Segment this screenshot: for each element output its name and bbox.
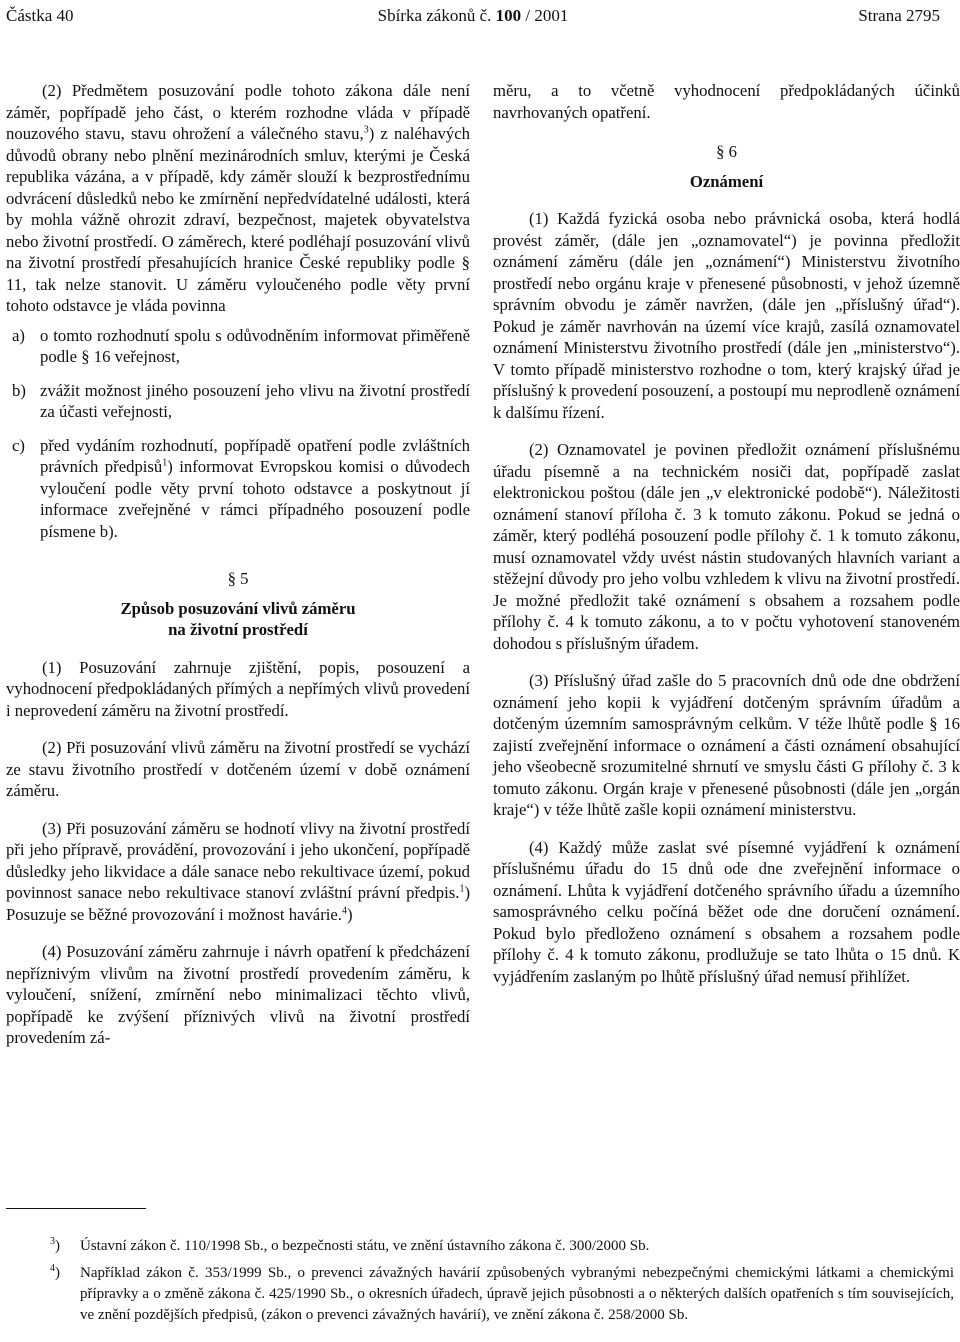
section-5-number: § 5 <box>227 569 249 588</box>
header-page-number: Strana 2795 <box>858 6 940 25</box>
paragraph-5-4-continued: měru, a to včetně vyhodnocení předpokládaných účinků navrhovaných opatření. <box>493 81 960 122</box>
footnote-4: $^4$) Například zákon č. 353/1999 Sb., o prevenci závažných havárií způsobených vybranými nebezpečnými chemickými látkami a chemickými přípravky a o změně zákona č. 425/1990 Sb., o okresních úřadech, úpravě jejich působnosti a o některých dalších opatřeních s tím souvisejících, ve znění pozdějších předpisů, (zákon o prevenci závažných havárií), ve znění zákona č. 258/2000 Sb. <box>50 1263 954 1323</box>
paragraph-4-2: (2) Předmětem posuzování podle tohoto zákona dále není záměr, popřípadě jeho část, o kterém rozhodne vláda v případě nouzového stavu, stavu ohrožení a válečného stavu,$^3$) z naléhavých důvodů obrany nebo plnění mezinárodních smluv, kterými je Česká republika vázána, a v případě, kdy záměr slouží k bezprostřednímu odvrácení důsledků nebo ke zmírnění nepředvídatelné události, která by mohla vážně ohrozit zdraví, bezpečnost, majetek obyvatelstva nebo životní prostředí. O záměrech, které podléhají posuzování vlivů na životní prostředí přesahujících hranice České republiky podle § 11, tak nelze stanovit. U záměru vyloučeného podle věty první tohoto odstavce je vláda povinna <box>6 81 470 315</box>
paragraph-6-2: (2) Oznamovatel je povinen předložit oznámení příslušnému úřadu písemně a na technickém nosiči dat, popřípadě zaslat elektronickou poštou (dále jen „v elektronické podobě“). Náležitosti oznámení stanoví příloha č. 3 k tomuto zákonu. Pokud se jedná o záměr, který podléhá posouzení podle přílohy č. 1 k tomuto zákonu, musí oznamovatel vždy uvést nástin studovaných hlavních variant a stěžejní důvody pro jeho volbu vzhledem k vlivu na životní prostředí. Je možné předložit také oznámení s obsahem a rozsahem podle přílohy č. 4 k tomuto zákonu, a to v počtu vyhotovení stanoveném dohodou s příslušným úřadem. <box>493 440 960 653</box>
section-5-title: Způsob posuzování vlivů záměru na životní prostředí <box>120 598 356 639</box>
paragraph-5-4: (4) Posuzování záměru zahrnuje i návrh opatření k předcházení nepříznivým vlivům na životní prostředí provedením záměru, k vyloučení, snížení, zmírnění nebo minimalizaci těchto vlivů, popřípadě ke zvýšení příznivých vlivů na životní prostředí provedením zá- <box>6 942 470 1047</box>
list-item-a: a) o tomto rozhodnutí spolu s odůvodněním informovat přiměřeně podle § 16 veřejnost, <box>12 325 470 366</box>
paragraph-6-4: (4) Každý může zaslat své písemné vyjádření k oznámení příslušnému úřadu do 15 dnů ode dne zveřejnění informace o oznámení. Lhůta k vyjádření dotčeného správního úřadu a územního samosprávného celku počíná běžet ode dne doručení oznámení. Pokud bylo předloženo oznámení s obsahem a rozsahem podle přílohy č. 4 k tomuto zákonu, prodlužuje se tato lhůta o 15 dnů. K vyjádřením zaslaným po lhůtě příslušný úřad nemusí přihlížet. <box>493 837 960 986</box>
list-item-c: c) před vydáním rozhodnutí, popřípadě opatření podle zvláštních právních předpisů$^1$) informovat Evropskou komisi o důvodech vyloučení podle věty první tohoto odstavce a poskytnout jí informace zveřejněné v rámci případného posouzení podle písmene b). <box>12 435 470 541</box>
header-collection-number: 100 <box>495 6 522 25</box>
footnotes <box>6 1236 954 1332</box>
footnote-ref-4: 4 <box>341 904 347 916</box>
paragraph-6-1: (1) Každá fyzická osoba nebo právnická osoba, která hodlá provést záměr, (dále jen „oznamovatel“) je povinna předložit oznámení záměru (dále jen „oznámení“) Ministerstvu životního prostředí nebo orgánu kraje v přenesené působnosti, v jehož územně správním obvodu je záměr navržen, (dále jen „příslušný úřad“). Pokud je záměr navrhován na území více krajů, zasílá oznamovatel oznámení Ministerstvu životního prostředí (dále jen „ministerstvo“). V tomto případě ministerstvo rozhodne o tom, který krajský úřad je příslušný k provedení posouzení, a postoupí mu neprodleně oznámení k dalšímu řízení. <box>493 209 960 422</box>
paragraph-5-3: (3) Při posuzování záměru se hodnotí vlivy na životní prostředí při jeho přípravě, provádění, provozování i jeho ukončení, popřípadě důsledky jeho likvidace a dále sanace nebo rekultivace území, pokud povinnost sanace nebo rekultivace stanoví zvláštní právní předpis.$^1$) Posuzuje se běžné provozování i možnost havárie.$^4$) <box>6 818 470 924</box>
footnote-3: $^3$) Ústavní zákon č. 110/1998 Sb., o bezpečnosti státu, ve znění ústavního zákona č. 300/2000 Sb. <box>50 1236 650 1254</box>
paragraph-5-1: (1) Posuzování zahrnuje zjištění, popis, posouzení a vyhodnocení předpokládaných přímých a nepřímých vlivů provedení i neprovedení záměru na životní prostředí. <box>6 657 470 720</box>
paragraph-5-2: (2) Při posuzování vlivů záměru na životní prostředí se vychází ze stavu životního prostředí v dotčeném území v době oznámení záměru. <box>6 738 470 800</box>
footnote-ref-1b: 1 <box>459 883 465 895</box>
left-column <box>6 80 470 1049</box>
footnote-ref-1: 1 <box>162 457 168 469</box>
footnote-ref-3: 3 <box>363 124 369 136</box>
page-header <box>6 4 940 28</box>
footnote-divider <box>6 1208 146 1209</box>
section-6-title: Oznámení <box>689 171 764 191</box>
header-part-number: Částka 40 <box>6 6 74 25</box>
right-column <box>493 80 960 987</box>
paragraph-6-3: (3) Příslušný úřad zašle do 5 pracovních dnů ode dne obdržení oznámení jeho kopii k vyjádření dotčeným správním úřadům a dotčeným územním samosprávným celkům. V téže lhůtě podle § 16 zajistí zveřejnění informace o oznámení a části oznámení obsahující jeho všeobecně srozumitelné shrnutí ve smyslu části G přílohy č. 3 k tomuto zákonu. Orgán kraje v přenesené působnosti (dále jen „orgán kraje“) v téže lhůtě zašle kopii oznámení ministerstvu. <box>493 671 960 819</box>
header-collection-title: Sbírka zákonů č. 100 / 2001 <box>377 6 569 25</box>
section-6-number: § 6 <box>716 142 737 161</box>
list-item-b: b) zvážit možnost jiného posouzení jeho vlivu na životní prostředí za účasti veřejnosti, <box>12 380 470 421</box>
